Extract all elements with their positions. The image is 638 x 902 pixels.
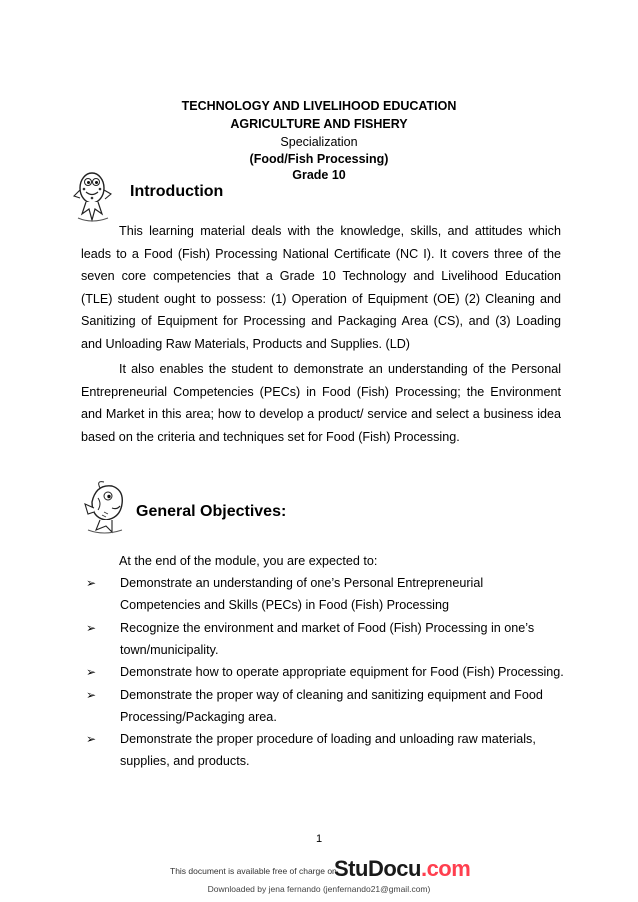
arrow-bullet-icon: ➢ — [86, 687, 97, 702]
introduction-paragraph-2: It also enables the student to demonstrate an understanding of the Personal Entrepreneurial Competencies (PECs) in Food (Fish) Processing; the Environment and Market in this area; how to develop a product/ service and select a business idea based on the criteria and techniques set for Food (Fish) Processing. — [81, 362, 561, 444]
header-grade: Grade 10 — [292, 168, 346, 182]
footer-availability-text: This document is available free of charge on — [170, 866, 337, 876]
arrow-bullet-icon: ➢ — [86, 620, 97, 635]
cartoon-fish-icon — [82, 478, 128, 536]
studocu-logo-domain: .com — [420, 856, 471, 881]
cartoon-fish-icon — [72, 168, 114, 224]
introduction-paragraph-1: This learning material deals with the knowledge, skills, and attitudes which leads to a Food (Fish) Processing National Certificate (NC I). It covers three of the seven core competencies that a Grade 10 Technology and Livelihood Education (TLE) student ought to possess: (1) Operation of Equipment (OE) (2) Cleaning and Sanitizing of Equipment for Processing and Packaging Area (CS), and (3) Loading and Unloading Raw Materials, Products and Supplies. (LD) — [81, 224, 561, 351]
header-subtitle: AGRICULTURE AND FISHERY — [230, 117, 408, 131]
studocu-logo[interactable] — [334, 856, 470, 882]
list-item — [86, 661, 566, 683]
header-specialization-name: (Food/Fish Processing) — [249, 152, 389, 166]
arrow-bullet-icon: ➢ — [86, 576, 97, 590]
objectives-list — [86, 572, 566, 773]
introduction-title: Introduction — [130, 183, 224, 200]
list-item — [86, 617, 566, 661]
objective-text: Demonstrate how to operate appropriate equipment for Food (Fish) Processing. — [120, 665, 564, 679]
objective-text: Demonstrate an understanding of one’s Personal Entrepreneurial Competencies and Skills (PECs) in Food (Fish) Processing — [120, 576, 484, 612]
objective-text: Demonstrate the proper procedure of loading and unloading raw materials, supplies, and products. — [120, 732, 536, 768]
objectives-title: General Objectives: — [136, 503, 287, 520]
objective-text: Demonstrate the proper way of cleaning and sanitizing equipment and Food Processing/Packaging area. — [120, 687, 543, 724]
objectives-intro: At the end of the module, you are expected to: — [119, 554, 378, 568]
page-number: 1 — [315, 833, 323, 845]
arrow-bullet-icon: ➢ — [86, 732, 97, 746]
studocu-logo-text: StuDocu — [334, 856, 421, 881]
list-item — [86, 728, 566, 772]
list-item — [86, 572, 566, 616]
arrow-bullet-icon: ➢ — [86, 665, 97, 679]
list-item — [86, 684, 566, 728]
header-specialization: Specialization — [280, 135, 358, 149]
header-title: TECHNOLOGY AND LIVELIHOOD EDUCATION — [181, 99, 457, 113]
downloaded-by-text: Downloaded by jena fernando (jenfernando21@gmail.com) — [207, 884, 431, 894]
objective-text: Recognize the environment and market of Food (Fish) Processing in one’s town/municipality. — [120, 620, 535, 657]
